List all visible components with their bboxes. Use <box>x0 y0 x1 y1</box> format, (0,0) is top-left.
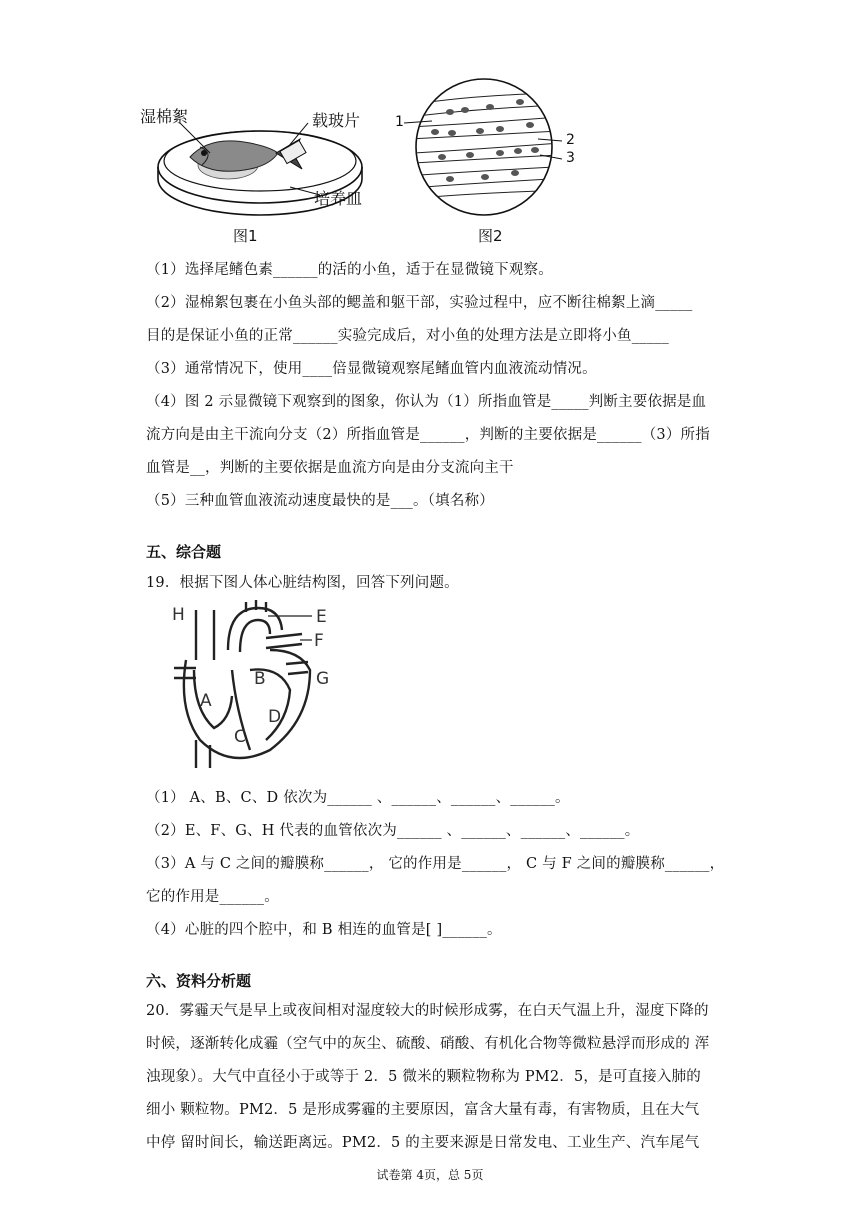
microscope-blood-vessels-illustration <box>390 75 580 225</box>
q20-line-1: 20．雾霾天气是早上或夜间相对湿度较大的时候形成雾，在白天气温上升，湿度下降的 <box>146 1003 709 1019</box>
figure-2-label-3: 3 <box>566 150 575 166</box>
figure-1-caption: 图1 <box>233 227 258 245</box>
label-petri-dish: 培养皿 <box>314 189 363 208</box>
q18-line-6: 流方向是由主干流向分支（2）所指血管是______，判断的主要依据是______（3）所指 <box>146 427 710 443</box>
figure-2-label-2: 2 <box>566 132 575 148</box>
q20-line-4: 细小 颗粒物。PM2．5 是形成雾霾的主要原因，富含大量有毒，有害物质，且在大气 <box>146 1102 700 1118</box>
q18-line-5: （4）图 2 示显微镜下观察到的图象，你认为（1）所指血管是_____判断主要依据是血 <box>146 394 707 410</box>
q18-line-8: （5）三种血管血液流动速度最快的是___。（填名称） <box>146 493 494 509</box>
q19-line-3: （3）A 与 C 之间的瓣膜称______， 它的作用是______， C 与 F 之间的瓣膜称______， <box>146 856 725 872</box>
q18-line-4: （3）通常情况下，使用____倍显微镜观察尾鳍血管内血液流动情况。 <box>146 361 597 377</box>
q19-line-2: （2）E、F、G、H 代表的血管依次为______ 、______、______、______。 <box>146 823 640 839</box>
svg-text:E: E <box>316 607 327 627</box>
question-19: 19．根据下图人体心脏结构图，回答下列问题。 <box>146 575 459 591</box>
q20-line-3: 浊现象）。大气中直径小于或等于 2．5 微米的颗粒物称为 PM2．5，是可直接入肺的 <box>146 1069 701 1085</box>
svg-text:A: A <box>200 691 212 711</box>
section-6-title: 六、资料分析题 <box>146 972 252 990</box>
svg-text:G: G <box>316 669 330 689</box>
label-wet-cotton: 湿棉絮 <box>140 107 189 126</box>
heart-diagram <box>170 600 350 770</box>
q20-line-2: 时候，逐渐转化成霾（空气中的灰尘、硫酸、硝酸、有机化合物等微粒悬浮而形成的 浑 <box>146 1036 710 1052</box>
svg-text:C: C <box>234 727 246 747</box>
svg-text:D: D <box>268 707 282 727</box>
q19-line-5: （4）心脏的四个腔中，和 B 相连的血管是[ ]______。 <box>146 922 502 938</box>
figure-2-caption: 图2 <box>478 227 503 245</box>
label-glass-slide: 载玻片 <box>312 111 361 130</box>
q18-line-1: （1）选择尾鳍色素______的活的小鱼，适于在显微镜下观察。 <box>146 262 553 278</box>
figure-2-label-1: 1 <box>395 114 404 130</box>
svg-text:F: F <box>314 631 324 651</box>
q19-line-1: （1） A、B、C、D 依次为______ 、______、______、______。 <box>146 790 570 806</box>
q19-line-4: 它的作用是______。 <box>146 889 279 905</box>
page-footer: 试卷第 4页，总 5页 <box>376 1168 484 1182</box>
figure-2 <box>390 75 580 225</box>
svg-text:B: B <box>254 669 266 689</box>
section-5-title: 五、综合题 <box>146 543 222 561</box>
heart-structure-illustration <box>170 600 350 770</box>
q18-line-7: 血管是__，判断的主要依据是血流方向是由分支流向主干 <box>146 460 514 476</box>
q18-line-2: （2）湿棉絮包裹在小鱼头部的鳃盖和躯干部，实验过程中，应不断往棉絮上滴_____ <box>146 295 693 311</box>
svg-text:H: H <box>172 605 185 625</box>
q18-line-3: 目的是保证小鱼的正常______实验完成后，对小鱼的处理方法是立即将小鱼_____ <box>146 328 669 344</box>
q20-line-5: 中停 留时间长，输送距离远。PM2．5 的主要来源是日常发电、工业生产、汽车尾气 <box>146 1135 700 1151</box>
